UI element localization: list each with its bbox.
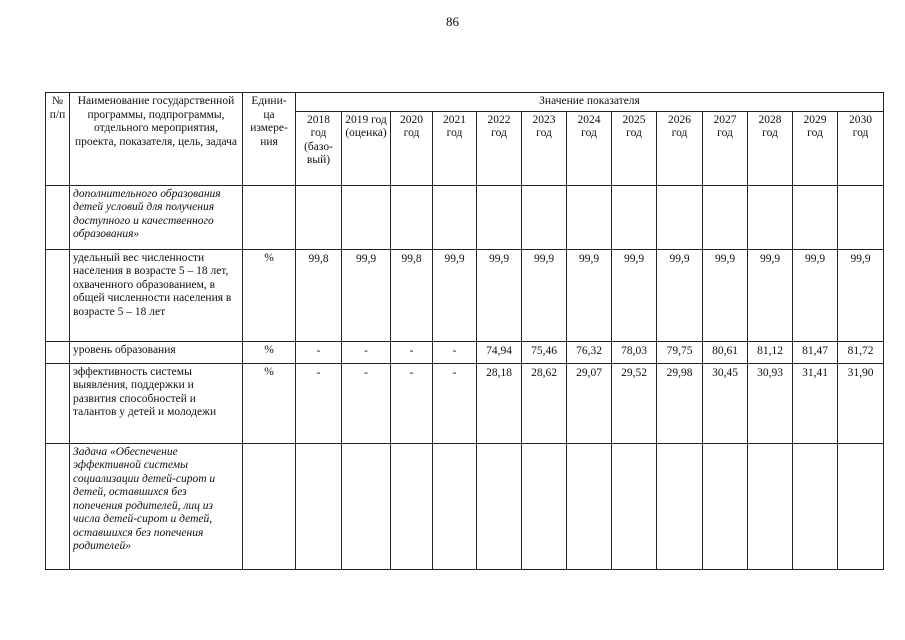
value-cell: 99,9 bbox=[522, 249, 567, 341]
header-year: 2025 год bbox=[612, 111, 657, 185]
value-cell: - bbox=[391, 363, 433, 443]
value-cell bbox=[657, 443, 703, 569]
value-cell: 99,9 bbox=[342, 249, 391, 341]
header-year: 2023 год bbox=[522, 111, 567, 185]
row-number-cell bbox=[46, 363, 70, 443]
value-cell bbox=[748, 185, 793, 249]
value-cell: 75,46 bbox=[522, 341, 567, 363]
value-cell bbox=[522, 443, 567, 569]
value-cell: 99,9 bbox=[793, 249, 838, 341]
value-cell: 81,12 bbox=[748, 341, 793, 363]
value-cell: 74,94 bbox=[477, 341, 522, 363]
indicator-name: дополнительного образования детей условий для получения доступного и качественного образования» bbox=[70, 185, 243, 249]
value-cell: 78,03 bbox=[612, 341, 657, 363]
value-cell bbox=[342, 185, 391, 249]
value-cell bbox=[612, 443, 657, 569]
indicators-table bbox=[45, 92, 884, 570]
value-cell: 99,9 bbox=[657, 249, 703, 341]
value-cell bbox=[838, 443, 884, 569]
indicator-name: уровень образования bbox=[70, 341, 243, 363]
row-number-cell bbox=[46, 249, 70, 341]
header-year: 2027 год bbox=[703, 111, 748, 185]
header-values: Значение показателя bbox=[296, 93, 884, 112]
value-cell: - bbox=[433, 363, 477, 443]
header-year: 2029 год bbox=[793, 111, 838, 185]
value-cell: 31,90 bbox=[838, 363, 884, 443]
header-num: № п/п bbox=[46, 93, 70, 186]
value-cell: 29,52 bbox=[612, 363, 657, 443]
header-year: 2030 год bbox=[838, 111, 884, 185]
value-cell: 81,47 bbox=[793, 341, 838, 363]
indicator-name: Задача «Обеспечение эффективной системы социализации детей-сирот и детей, оставшихся без попечения родителей, лиц из числа детей-сирот и детей, оставшихся без попечения родителей» bbox=[70, 443, 243, 569]
value-cell: 99,9 bbox=[612, 249, 657, 341]
value-cell bbox=[477, 443, 522, 569]
header-year: 2018 год (базо-вый) bbox=[296, 111, 342, 185]
value-cell: - bbox=[296, 363, 342, 443]
unit-cell bbox=[243, 185, 296, 249]
value-cell: 99,8 bbox=[391, 249, 433, 341]
unit-cell: % bbox=[243, 341, 296, 363]
value-cell bbox=[433, 185, 477, 249]
value-cell: 76,32 bbox=[567, 341, 612, 363]
value-cell: 99,9 bbox=[838, 249, 884, 341]
value-cell: 28,18 bbox=[477, 363, 522, 443]
unit-cell bbox=[243, 443, 296, 569]
row-number-cell bbox=[46, 443, 70, 569]
header-year: 2028 год bbox=[748, 111, 793, 185]
value-cell: 99,9 bbox=[567, 249, 612, 341]
value-cell bbox=[657, 185, 703, 249]
value-cell bbox=[342, 443, 391, 569]
value-cell bbox=[793, 443, 838, 569]
value-cell bbox=[838, 185, 884, 249]
value-cell bbox=[703, 185, 748, 249]
value-cell bbox=[567, 185, 612, 249]
table-row bbox=[46, 185, 884, 249]
value-cell bbox=[391, 443, 433, 569]
value-cell bbox=[296, 443, 342, 569]
value-cell bbox=[477, 185, 522, 249]
value-cell: - bbox=[342, 363, 391, 443]
value-cell: - bbox=[296, 341, 342, 363]
value-cell: 99,9 bbox=[477, 249, 522, 341]
value-cell bbox=[793, 185, 838, 249]
value-cell bbox=[612, 185, 657, 249]
value-cell: - bbox=[342, 341, 391, 363]
value-cell: 30,93 bbox=[748, 363, 793, 443]
value-cell: 80,61 bbox=[703, 341, 748, 363]
header-year: 2024 год bbox=[567, 111, 612, 185]
value-cell: 99,8 bbox=[296, 249, 342, 341]
indicator-name: удельный вес численности населения в возрасте 5 – 18 лет, охваченного образованием, в общей численности населения в возрасте 5 – 18 лет bbox=[70, 249, 243, 341]
value-cell bbox=[567, 443, 612, 569]
value-cell: - bbox=[391, 341, 433, 363]
header-year: 2026 год bbox=[657, 111, 703, 185]
value-cell: 31,41 bbox=[793, 363, 838, 443]
value-cell: 79,75 bbox=[657, 341, 703, 363]
value-cell bbox=[391, 185, 433, 249]
header-year: 2020 год bbox=[391, 111, 433, 185]
table-row bbox=[46, 249, 884, 341]
value-cell: 29,07 bbox=[567, 363, 612, 443]
value-cell: 28,62 bbox=[522, 363, 567, 443]
value-cell: 99,9 bbox=[703, 249, 748, 341]
value-cell: 81,72 bbox=[838, 341, 884, 363]
value-cell: 30,45 bbox=[703, 363, 748, 443]
value-cell: - bbox=[433, 341, 477, 363]
table-row bbox=[46, 363, 884, 443]
indicator-name: эффективность системы выявления, поддержки и развития способностей и талантов у детей и молодежи bbox=[70, 363, 243, 443]
page-number: 86 bbox=[446, 14, 459, 29]
header-year: 2022 год bbox=[477, 111, 522, 185]
value-cell bbox=[748, 443, 793, 569]
table-row bbox=[46, 341, 884, 363]
value-cell: 99,9 bbox=[433, 249, 477, 341]
header-name: Наименование государственной программы, подпрограммы, отдельного мероприятия, проекта, показателя, цель, задача bbox=[70, 93, 243, 186]
value-cell bbox=[522, 185, 567, 249]
table-row bbox=[46, 443, 884, 569]
header-unit: Едини-ца измере-ния bbox=[243, 93, 296, 186]
value-cell: 99,9 bbox=[748, 249, 793, 341]
unit-cell: % bbox=[243, 249, 296, 341]
header-year: 2021 год bbox=[433, 111, 477, 185]
value-cell bbox=[296, 185, 342, 249]
row-number-cell bbox=[46, 341, 70, 363]
value-cell: 29,98 bbox=[657, 363, 703, 443]
value-cell bbox=[703, 443, 748, 569]
row-number-cell bbox=[46, 185, 70, 249]
value-cell bbox=[433, 443, 477, 569]
header-year: 2019 год (оценка) bbox=[342, 111, 391, 185]
unit-cell: % bbox=[243, 363, 296, 443]
